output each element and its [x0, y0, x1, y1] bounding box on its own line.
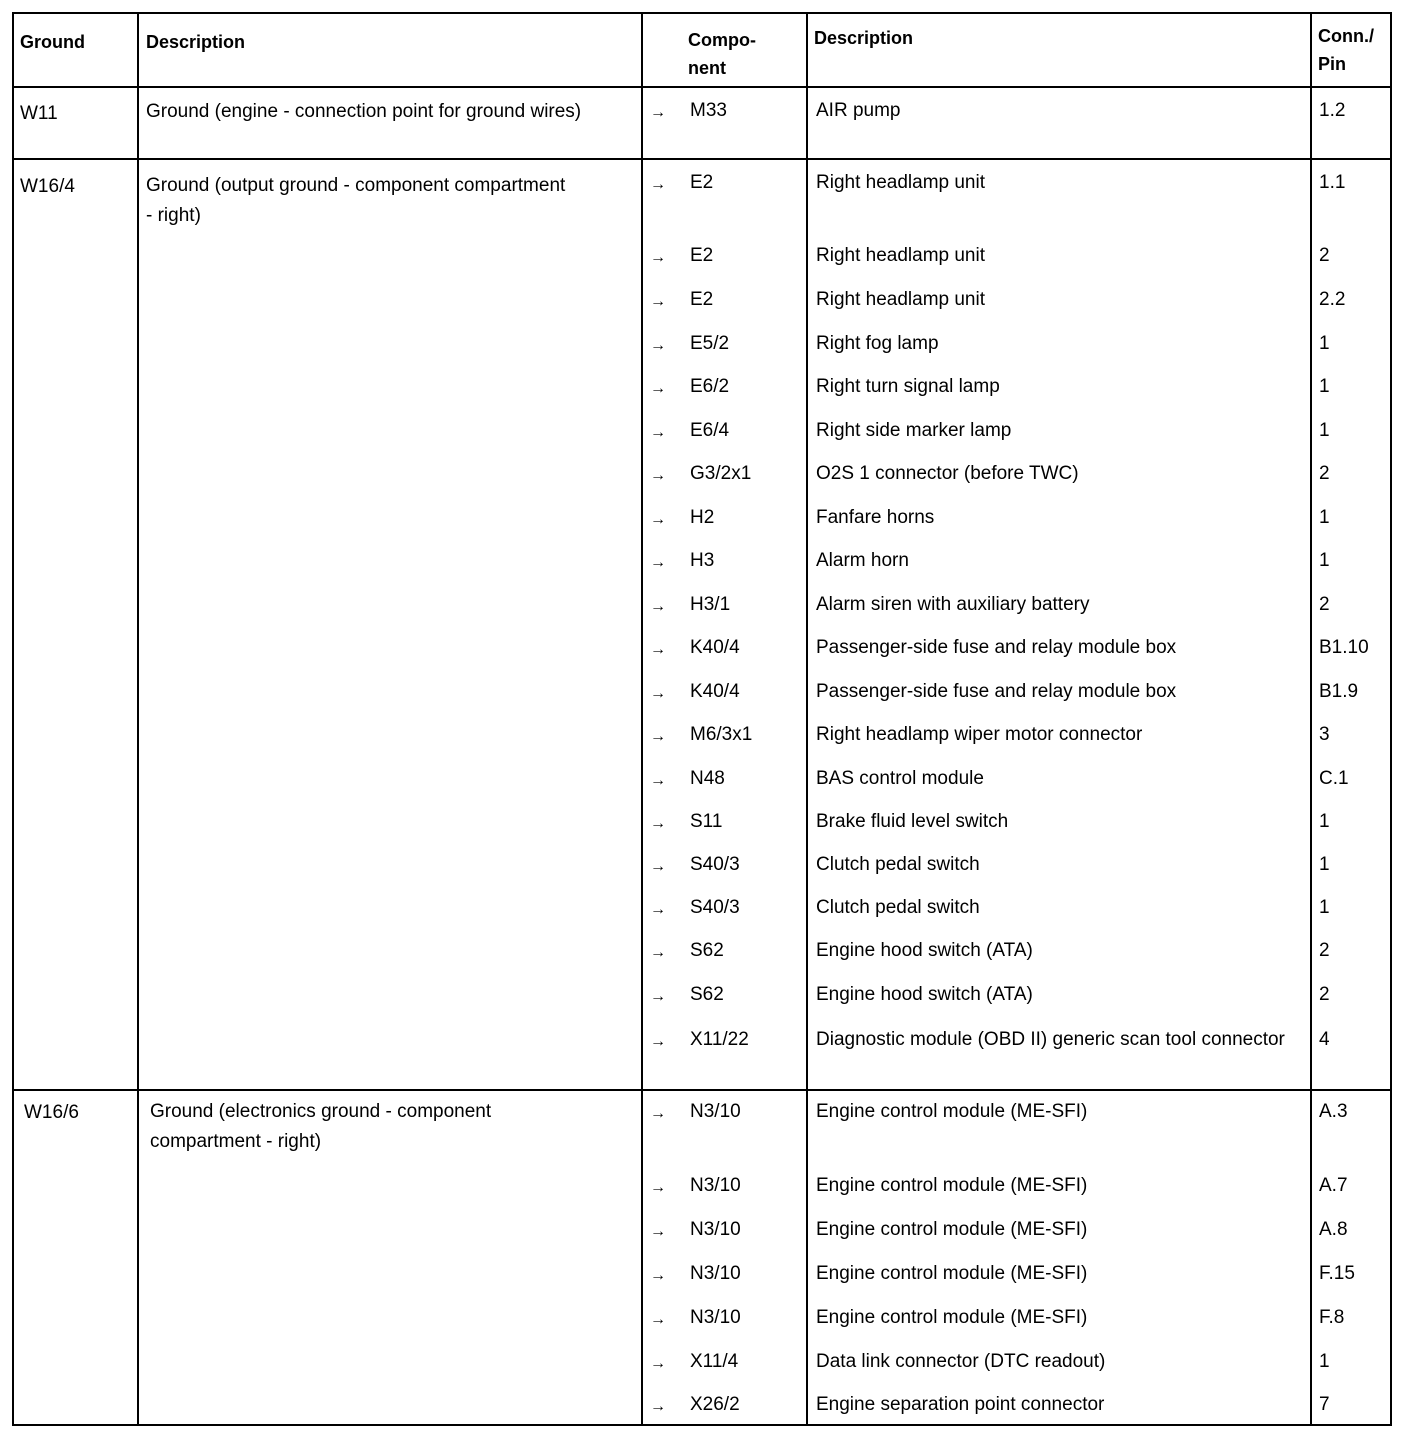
connector-pin: 1 — [1319, 507, 1330, 528]
component-code: N3/10 — [690, 1263, 741, 1284]
component-description: Right headlamp unit — [816, 289, 985, 310]
ground-distribution-table — [12, 12, 1392, 1426]
arrow-icon: → — [650, 176, 666, 193]
connector-pin: F.15 — [1319, 1263, 1355, 1284]
arrow-icon: → — [650, 104, 666, 121]
connector-pin: 1 — [1319, 897, 1330, 918]
connector-pin: 1 — [1319, 333, 1330, 354]
ground-id: W16/4 — [20, 176, 75, 197]
connector-pin: A.7 — [1319, 1175, 1348, 1196]
component-description: Passenger-side fuse and relay module box — [816, 637, 1177, 658]
arrow-icon: → — [650, 293, 666, 310]
ground-id: W11 — [20, 103, 58, 124]
ground-description: Ground (output ground - component compartment - right) — [146, 175, 566, 226]
ground-id: W16/6 — [24, 1102, 79, 1123]
arrow-icon: → — [650, 815, 666, 832]
connector-pin: 1 — [1319, 550, 1330, 571]
component-description: Passenger-side fuse and relay module box — [816, 681, 1177, 702]
component-description: Right fog lamp — [816, 333, 939, 354]
arrow-icon: → — [650, 1355, 666, 1372]
component-description: Right headlamp wiper motor connector — [816, 724, 1143, 745]
connector-pin: 2 — [1319, 940, 1330, 961]
arrow-icon: → — [650, 380, 666, 397]
component-description: Right headlamp unit — [816, 172, 985, 193]
component-description: Alarm horn — [816, 550, 909, 571]
ground-description: Ground (engine - connection point for ground wires) — [146, 101, 582, 122]
component-code: E5/2 — [690, 333, 730, 354]
component-code: G3/2x1 — [690, 463, 752, 484]
group-divider — [14, 158, 1390, 160]
header-conn-line2: Pin — [1318, 54, 1347, 74]
header-description: Description — [146, 32, 246, 52]
component-description: Engine control module (ME-SFI) — [816, 1263, 1088, 1284]
component-code: N3/10 — [690, 1101, 741, 1122]
component-description: Alarm siren with auxiliary battery — [816, 594, 1090, 615]
component-description: Right headlamp unit — [816, 245, 985, 266]
connector-pin: 2.2 — [1319, 289, 1346, 310]
connector-pin: 1 — [1319, 376, 1330, 397]
connector-pin: 1.2 — [1319, 100, 1346, 121]
component-description: Engine control module (ME-SFI) — [816, 1307, 1088, 1328]
connector-pin: 2 — [1319, 245, 1330, 266]
arrow-icon: → — [650, 901, 666, 918]
connector-pin: 2 — [1319, 984, 1330, 1005]
column-divider — [1310, 14, 1312, 1424]
component-code: S11 — [690, 811, 723, 832]
arrow-icon: → — [650, 858, 666, 875]
component-description: Right turn signal lamp — [816, 376, 1000, 397]
arrow-icon: → — [650, 1033, 666, 1050]
arrow-icon: → — [650, 641, 666, 658]
arrow-icon: → — [650, 249, 666, 266]
arrow-icon: → — [650, 728, 666, 745]
connector-pin: 1 — [1319, 1351, 1330, 1372]
arrow-icon: → — [650, 685, 666, 702]
component-description: Engine separation point connector — [816, 1394, 1105, 1415]
component-code: E2 — [690, 172, 714, 193]
connector-pin: 1 — [1319, 420, 1330, 441]
arrow-icon: → — [650, 988, 666, 1005]
component-description: Engine hood switch (ATA) — [816, 940, 1033, 961]
component-description: Data link connector (DTC readout) — [816, 1351, 1106, 1372]
connector-pin: 3 — [1319, 724, 1330, 745]
component-code: K40/4 — [690, 681, 740, 702]
component-description: AIR pump — [816, 100, 901, 121]
component-code: E6/4 — [690, 420, 730, 441]
component-code: S40/3 — [690, 897, 740, 918]
component-description: Engine control module (ME-SFI) — [816, 1219, 1088, 1240]
component-code: E2 — [690, 245, 714, 266]
connector-pin: F.8 — [1319, 1307, 1345, 1328]
connector-pin: C.1 — [1319, 768, 1349, 789]
connector-pin: 1 — [1319, 811, 1330, 832]
component-description: Clutch pedal switch — [816, 854, 980, 875]
header-component-description: Description — [814, 28, 914, 48]
component-code: H3 — [690, 550, 715, 571]
arrow-icon: → — [650, 554, 666, 571]
header-component-line1: Compo- — [688, 30, 756, 50]
component-code: K40/4 — [690, 637, 740, 658]
component-code: X26/2 — [690, 1394, 740, 1415]
column-divider — [641, 14, 643, 1424]
arrow-icon: → — [650, 1179, 666, 1196]
component-code: S62 — [690, 940, 724, 961]
header-component-line2: nent — [688, 58, 726, 78]
component-code: N3/10 — [690, 1307, 741, 1328]
connector-pin: A.8 — [1319, 1219, 1348, 1240]
component-code: N48 — [690, 768, 725, 789]
connector-pin: 7 — [1319, 1394, 1330, 1415]
arrow-icon: → — [650, 598, 666, 615]
component-code: S62 — [690, 984, 724, 1005]
header-conn-line1: Conn./ — [1318, 26, 1374, 46]
component-description: Engine control module (ME-SFI) — [816, 1101, 1088, 1122]
group-divider — [14, 1089, 1390, 1091]
header-ground: Ground — [20, 32, 85, 52]
arrow-icon: → — [650, 1105, 666, 1122]
component-code: S40/3 — [690, 854, 740, 875]
column-divider — [137, 14, 139, 1424]
component-code: N3/10 — [690, 1219, 741, 1240]
component-description: Engine hood switch (ATA) — [816, 984, 1033, 1005]
connector-pin: 2 — [1319, 594, 1330, 615]
ground-description: Ground (electronics ground - component compartment - right) — [150, 1101, 492, 1152]
component-description: Brake fluid level switch — [816, 811, 1009, 832]
connector-pin: 1.1 — [1319, 172, 1346, 193]
connector-pin: 1 — [1319, 854, 1330, 875]
component-description: Right side marker lamp — [816, 420, 1012, 441]
arrow-icon: → — [650, 424, 666, 441]
component-description: Clutch pedal switch — [816, 897, 980, 918]
arrow-icon: → — [650, 944, 666, 961]
component-description: O2S 1 connector (before TWC) — [816, 463, 1079, 484]
connector-pin: 4 — [1319, 1029, 1330, 1050]
connector-pin: B1.10 — [1319, 637, 1369, 658]
component-code: E6/2 — [690, 376, 730, 397]
component-code: H3/1 — [690, 594, 731, 615]
component-code: H2 — [690, 507, 715, 528]
component-description: Diagnostic module (OBD II) generic scan tool connector — [816, 1029, 1285, 1050]
column-divider — [806, 14, 808, 1424]
connector-pin: B1.9 — [1319, 681, 1359, 702]
component-code: X11/22 — [690, 1029, 749, 1050]
component-description: Fanfare horns — [816, 507, 935, 528]
component-code: M6/3x1 — [690, 724, 753, 745]
connector-pin: 2 — [1319, 463, 1330, 484]
arrow-icon: → — [650, 467, 666, 484]
component-code: N3/10 — [690, 1175, 741, 1196]
component-code: E2 — [690, 289, 714, 310]
component-description: Engine control module (ME-SFI) — [816, 1175, 1088, 1196]
arrow-icon: → — [650, 1311, 666, 1328]
arrow-icon: → — [650, 511, 666, 528]
arrow-icon: → — [650, 1398, 666, 1415]
component-code: X11/4 — [690, 1351, 739, 1372]
connector-pin: A.3 — [1319, 1101, 1348, 1122]
header-divider — [14, 86, 1390, 88]
arrow-icon: → — [650, 1223, 666, 1240]
arrow-icon: → — [650, 772, 666, 789]
component-code: M33 — [690, 100, 727, 121]
arrow-icon: → — [650, 1267, 666, 1284]
arrow-icon: → — [650, 337, 666, 354]
component-description: BAS control module — [816, 768, 984, 789]
